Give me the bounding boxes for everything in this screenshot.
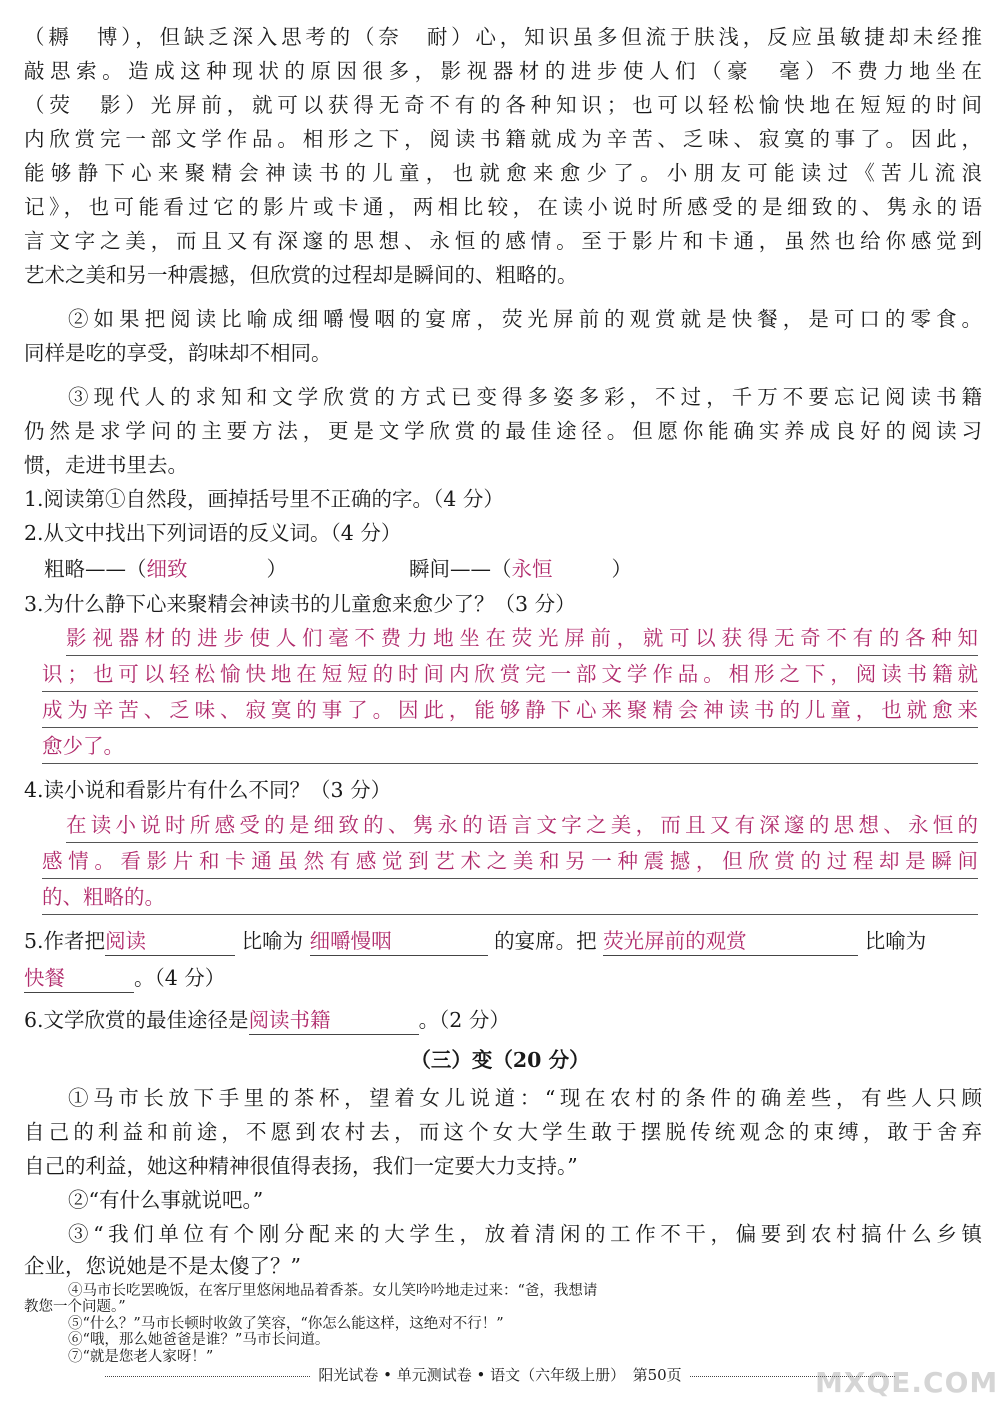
q3-answer-line: 成为辛苦、乏味、寂寞的事了。因此，能够静下心来聚精会神读书的儿童，也就愈来 xyxy=(42,693,978,728)
question-2-answers xyxy=(44,552,1000,586)
passage-line: 仍然是求学问的主要方法，更是文学欣赏的最佳途径。但愿你能确实养成良好的阅读习 xyxy=(24,419,982,443)
q6-text: 。（2 分） xyxy=(418,1008,510,1032)
question-5-cont xyxy=(24,961,982,995)
story-line: 自己的利益和前途，不愿到农村去，而这个女大学生敢于摆脱传统观念的束缚，敢于舍弃 xyxy=(24,1120,982,1144)
q6-text: 6.文学欣赏的最佳途径是 xyxy=(24,1008,249,1032)
story-line: ②“有什么事就说吧。” xyxy=(68,1188,264,1212)
q5-text: 5.作者把 xyxy=(24,929,106,953)
q6-blank: 阅读书籍 xyxy=(249,1006,419,1035)
passage-line: （荧 影）光屏前，就可以获得无奇不有的各种知识；也可以轻松愉快地在短短的时间 xyxy=(24,93,982,117)
passage-line: 内欣赏完一部文学作品。相形之下，阅读书籍就成为辛苦、乏味、寂寞的事了。因此， xyxy=(24,127,982,151)
passage-line: ②如果把阅读比喻成细嚼慢咽的宴席，荧光屏前的观赏就是快餐，是可口的零食。 xyxy=(68,307,982,331)
passage-line: 记》，也可能看过它的影片或卡通，两相比较，在读小说时所感受的是细致的、隽永的语 xyxy=(24,195,982,219)
q2-close-1: ） xyxy=(266,557,287,581)
story-tail-block xyxy=(24,1283,982,1365)
question-4: 4.读小说和看影片有什么不同？（3 分） xyxy=(24,778,392,802)
q4-answer-line: 感情。看影片和卡通虽然有感觉到艺术之美和另一种震撼，但欣赏的过程却是瞬间 xyxy=(42,844,978,879)
passage-line: （耨 博），但缺乏深入思考的（奈 耐）心，知识虽多但流于肤浅，反应虽敏捷却未经推 xyxy=(24,25,982,49)
story-line: ⑥“哦，那么她爸爸是谁？”马市长问道。 xyxy=(68,1332,330,1349)
section-title: （三）变（20 分） xyxy=(410,1048,590,1072)
q2-word-1: 粗略——（ xyxy=(44,557,147,581)
story-line: ①马市长放下手里的茶杯，望着女儿说道：“现在农村的条件的确差些，有些人只顾 xyxy=(68,1086,982,1110)
footer-dots-left xyxy=(105,1376,310,1377)
story-line: 企业，您说她是不是太傻了？” xyxy=(24,1254,301,1278)
question-5 xyxy=(24,924,982,958)
story-line: ⑤“什么？”马市长顿时收敛了笑容，“你怎么能这样，这绝对不行！” xyxy=(68,1315,504,1332)
question-3: 3.为什么静下心来聚精会神读书的儿童愈来愈少了？（3 分） xyxy=(24,592,576,616)
footer-text: 阳光试卷 • 单元测试卷 • 语文（六年级上册） 第50页 xyxy=(318,1366,682,1384)
question-6 xyxy=(24,1003,982,1037)
q3-answer-line: 识；也可以轻松愉快地在短短的时间内欣赏完一部文学作品。相形之下，阅读书籍就 xyxy=(42,657,978,692)
q3-answer-line: 影视器材的进步使人们毫不费力地坐在荧光屏前，就可以获得无奇不有的各种知 xyxy=(66,621,978,656)
q4-answer-line: 在读小说时所感受的是细致的、隽永的语言文字之美，而且又有深邃的思想、永恒的 xyxy=(66,808,978,843)
passage-line: 言文字之美，而且又有深邃的思想、永恒的感情。至于影片和卡通，虽然也给你感觉到 xyxy=(24,229,982,253)
passage-line: 同样是吃的享受，韵味却不相同。 xyxy=(24,341,332,365)
story-line: 自己的利益，她这种精神很值得表扬，我们一定要大力支持。” xyxy=(24,1154,578,1178)
q3-answer-line: 愈少了。 xyxy=(42,729,978,764)
story-line: ③“我们单位有个刚分配来的大学生，放着清闲的工作不干，偏要到农村搞什么乡镇 xyxy=(68,1222,982,1246)
story-line: ④马市长吃罢晚饭，在客厅里悠闲地品着香茶。女儿笑吟吟地走过来：“爸，我想请 xyxy=(68,1283,598,1299)
story-line: 教您一个问题。” xyxy=(24,1299,126,1316)
q2-close-2: ） xyxy=(611,557,632,581)
watermark-text: MXQE.COM xyxy=(815,1366,999,1399)
q5-blank-2: 细嚼慢咽 xyxy=(310,927,488,956)
question-1: 1.阅读第①自然段，画掉括号里不正确的字。（4 分） xyxy=(24,487,504,511)
passage-line: 惯，走进书里去。 xyxy=(24,453,188,477)
passage-line: ③现代人的求知和文学欣赏的方式已变得多姿多彩，不过，千万不要忘记阅读书籍 xyxy=(68,385,982,409)
q2-answer-2: 永恒 xyxy=(511,557,553,581)
q2-answer-1: 细致 xyxy=(146,557,188,581)
q5-blank-4: 快餐 xyxy=(24,964,134,993)
passage-line: 艺术之美和另一种震撼，但欣赏的过程却是瞬间的、粗略的。 xyxy=(24,263,578,287)
passage-line: 能够静下心来聚精会神读书的儿童，也就愈来愈少了。小朋友可能读过《苦儿流浪 xyxy=(24,161,982,185)
q5-text: 比喻为 xyxy=(241,929,304,953)
q5-blank-3: 荧光屏前的观赏 xyxy=(603,927,858,956)
question-2: 2.从文中找出下列词语的反义词。（4 分） xyxy=(24,521,402,545)
q5-blank-1: 阅读 xyxy=(105,927,235,956)
passage-line: 敲思索。造成这种现状的原因很多，影视器材的进步使人们（豪 毫）不费力地坐在 xyxy=(24,59,982,83)
q5-text: 。（4 分） xyxy=(134,966,226,990)
q4-answer-line: 的、粗略的。 xyxy=(42,880,978,915)
story-line: ⑦“就是您老人家呀！” xyxy=(68,1348,214,1365)
q5-text: 比喻为 xyxy=(864,929,927,953)
q5-text: 的宴席。把 xyxy=(494,929,597,953)
q2-word-2: 瞬间——（ xyxy=(409,557,512,581)
